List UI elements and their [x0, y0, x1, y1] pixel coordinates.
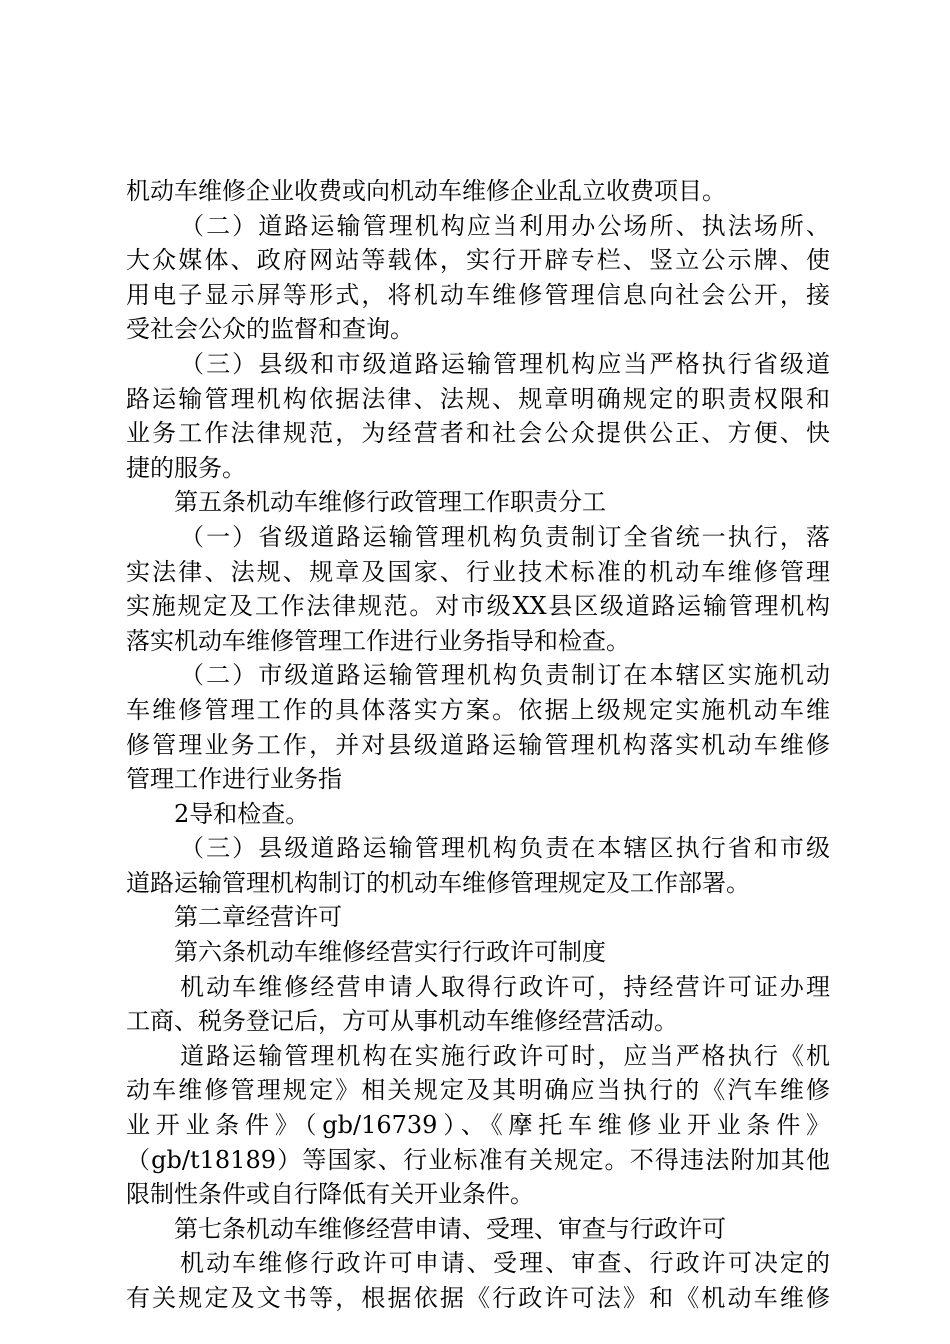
text-line: 业开业条件》（gb/16739）、《摩托车维修业开业条件》 [126, 1111, 830, 1140]
text-line: 大众媒体、政府网站等载体，实行开辟专栏、竖立公示牌、使 [126, 246, 830, 275]
chapter-heading: 第二章经营许可 [174, 903, 342, 932]
text-line: 机动车维修行政许可申请、受理、审查、行政许可决定的 [180, 1249, 830, 1278]
text-line: 道路运输管理机构在实施行政许可时，应当严格执行《机 [180, 1041, 830, 1070]
text-line: 2导和检查。 [174, 799, 310, 828]
text-line: 机动车维修经营申请人取得行政许可，持经营许可证办理 [180, 972, 830, 1001]
text-line: 实施规定及工作法律规范。对市级XX县区级道路运输管理机构 [126, 592, 830, 621]
text-line: 动车维修管理规定》相关规定及其明确应当执行的《汽车维修 [126, 1076, 830, 1105]
text-line: 车维修管理工作的具体落实方案。依据上级规定实施机动车维 [126, 695, 830, 724]
text-line: 用电子显示屏等形式，将机动车维修管理信息向社会公开，接 [126, 280, 830, 309]
text-line: （一）省级道路运输管理机构负责制订全省统一执行，落 [180, 522, 830, 551]
text-line: 修管理业务工作，并对县级道路运输管理机构落实机动车维修 [126, 730, 830, 759]
text-line: （二）道路运输管理机构应当利用办公场所、执法场所、 [180, 211, 830, 240]
text-line: 捷的服务。 [126, 453, 246, 482]
text-line: 管理工作进行业务指 [126, 765, 342, 794]
text-line: 道路运输管理机构制订的机动车维修管理规定及工作部署。 [126, 868, 750, 897]
text-line: 有关规定及文书等，根据依据《行政许可法》和《机动车维修 [126, 1284, 830, 1312]
text-line: （三）县级和市级道路运输管理机构应当严格执行省级道 [180, 349, 830, 378]
section-heading: 第五条机动车维修行政管理工作职责分工 [174, 488, 606, 517]
text-line: （三）县级道路运输管理机构负责在本辖区执行省和市级 [180, 834, 830, 863]
text-line: 业务工作法律规范，为经营者和社会公众提供公正、方便、快 [126, 419, 830, 448]
section-heading: 第六条机动车维修经营实行行政许可制度 [174, 938, 606, 967]
text-line: （二）市级道路运输管理机构负责制订在本辖区实施机动 [180, 661, 830, 690]
text-line: 机动车维修企业收费或向机动车维修企业乱立收费项目。 [126, 177, 726, 205]
text-line: 实法律、法规、规章及国家、行业技术标准的机动车维修管理 [126, 557, 830, 586]
text-line: 工商、税务登记后，方可从事机动车维修经营活动。 [126, 1007, 678, 1036]
text-line: 路运输管理机构依据法律、法规、规章明确规定的职责权限和 [126, 384, 830, 413]
text-line: 限制性条件或自行降低有关开业条件。 [126, 1180, 534, 1209]
section-heading: 第七条机动车维修经营申请、受理、审查与行政许可 [174, 1214, 726, 1243]
document-body [126, 174, 830, 1316]
text-line: 受社会公众的监督和查询。 [126, 315, 414, 344]
text-line: 落实机动车维修管理工作进行业务指导和检查。 [126, 626, 630, 655]
text-line: （gb/t18189）等国家、行业标准有关规定。不得违法附加其他 [126, 1145, 830, 1174]
